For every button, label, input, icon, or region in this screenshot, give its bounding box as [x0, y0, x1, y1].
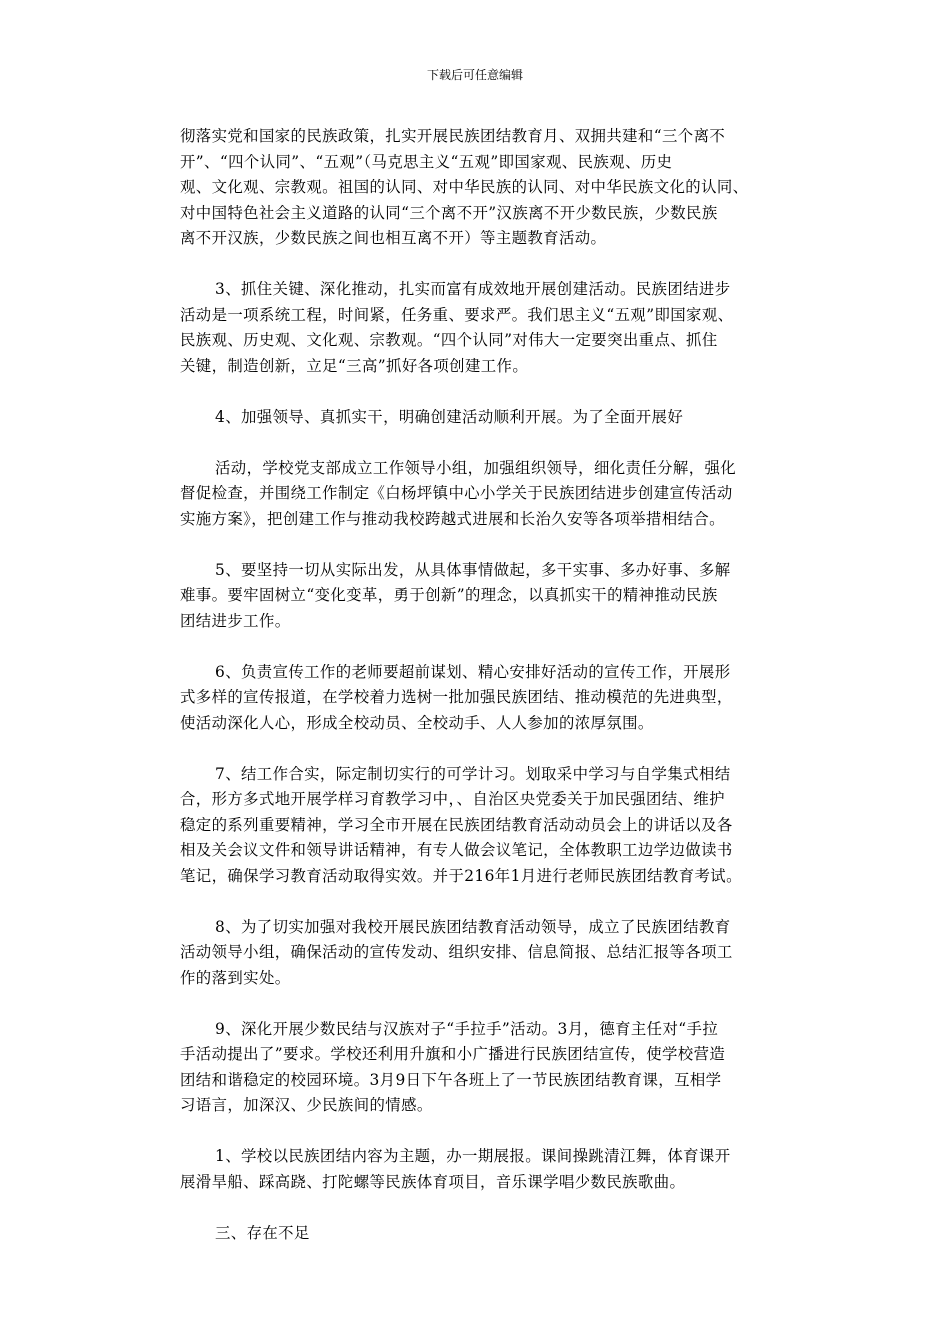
text-line — [180, 966, 780, 992]
text-line — [180, 150, 780, 176]
text-line — [180, 1144, 780, 1170]
line-text: 习语言，加深汉、少民族间的情感。 — [180, 1096, 433, 1114]
text-line — [180, 915, 780, 941]
paragraph — [180, 1221, 780, 1247]
line-text: 作的落到实处。 — [180, 968, 291, 987]
line-text: 难事。要牢固树立“变化变革，勇于创新”的理念，以真抓实干的精神推动民族 — [180, 586, 718, 604]
line-text: 手活动提出了”要求。学校还利用升旗和小广播进行民族团结宣传，使学校营造 — [180, 1045, 726, 1063]
text-line — [180, 940, 780, 966]
text-line — [180, 762, 780, 788]
paragraph — [180, 456, 780, 533]
line-text: 7、结工作合实，际定制切实行的可学计习。划取采中学习与自学集式相结 — [215, 764, 731, 783]
line-text: 8、为了切实加强对我校开展民族团结教育活动领导，成立了民族团结教育 — [215, 917, 731, 936]
line-text: 合，形方多式地开展学样习育教学习中，、自治区央党委关于加民强团结、维护 — [180, 790, 725, 808]
line-text: 实施方案》，把创建工作与推动我校跨越式进展和长治久安等各项举措相结合。 — [180, 509, 725, 528]
text-line — [180, 558, 780, 584]
text-line — [180, 201, 780, 227]
text-line — [180, 660, 780, 686]
text-line — [180, 1170, 780, 1196]
line-text: 活动是一项系统工程，时间紧，任务重、要求严。我们思主义“五观”即国家观、 — [180, 305, 734, 324]
text-line — [180, 583, 780, 609]
line-text: 1、学校以民族团结内容为主题，办一期展报。课间操跳清江舞，体育课开 — [215, 1147, 731, 1165]
line-text: 9、深化开展少数民结与汉族对子“手拉手”活动。3月，德育主任对“手拉 — [215, 1019, 719, 1038]
header-text: 下载后可任意编辑 — [426, 68, 523, 82]
line-text: 4、加强领导、真抓实干，明确创建活动顺利开展。为了全面开展好 — [215, 407, 684, 426]
paragraph — [180, 915, 780, 992]
paragraph — [180, 1017, 780, 1119]
paragraph — [180, 124, 780, 252]
line-text: 开”、“四个认同”、“五观”（马克思主义“五观”即国家观、民族观、历史 — [180, 152, 673, 171]
text-line — [180, 226, 780, 252]
line-text: 6、负责宣传工作的老师要超前谋划、精心安排好活动的宣传工作，开展形 — [215, 662, 731, 681]
text-line — [180, 405, 780, 431]
line-text: 展滑旱船、踩高跷、打陀螺等民族体育项目，音乐课学唱少数民族歌曲。 — [180, 1172, 686, 1191]
text-line — [180, 1221, 780, 1247]
text-line — [180, 507, 780, 533]
line-text: 式多样的宣传报道，在学校着力选树一批加强民族团结、推动模范的先进典型， — [180, 688, 733, 706]
paragraph — [180, 1144, 780, 1195]
text-line — [180, 711, 780, 737]
line-text: 三、存在不足 — [215, 1223, 310, 1242]
line-text: 关键，制造创新，立足“三高”抓好各项创建工作。 — [180, 356, 529, 375]
line-text: 督促检查，并围绕工作制定《白杨坪镇中心小学关于民族团结进步创建宣传活动 — [180, 484, 733, 502]
line-text: 彻落实党和国家的民族政策，扎实开展民族团结教育月、双拥共建和“三个离不 — [180, 127, 726, 145]
text-line — [180, 354, 780, 380]
text-line — [180, 787, 780, 813]
line-text: 3、抓住关键、深化推动，扎实而富有成效地开展创建活动。民族团结进步 — [215, 280, 731, 298]
text-line — [180, 838, 780, 864]
paragraph — [180, 277, 780, 379]
line-text: 民族观、历史观、文化观、宗教观。“四个认同”对伟大一定要突出重点、抓住 — [180, 331, 718, 349]
line-text: 活动领导小组，确保活动的宣传发动、组织安排、信息简报、总结汇报等各项工 — [180, 943, 733, 961]
paragraph — [180, 405, 780, 431]
line-text: 活动，学校党支部成立工作领导小组，加强组织领导，细化责任分解，强化 — [215, 458, 737, 477]
text-line — [180, 813, 780, 839]
text-line — [180, 124, 780, 150]
paragraph — [180, 558, 780, 635]
document-body — [180, 124, 780, 1272]
line-text: 5、要坚持一切从实际出发，从具体事情做起，多干实事、多办好事、多解 — [215, 560, 731, 579]
text-line — [180, 456, 780, 482]
text-line — [180, 609, 780, 635]
line-text: 稳定的系列重要精神，学习全市开展在民族团结教育活动动员会上的讲话以及各 — [180, 815, 733, 834]
text-line — [180, 864, 780, 890]
text-line — [180, 1017, 780, 1043]
line-text: 使活动深化人心，形成全校动员、全校动手、人人参加的浓厚氛围。 — [180, 713, 654, 732]
text-line — [180, 303, 780, 329]
text-line — [180, 328, 780, 354]
line-text: 相及关会议文件和领导讲话精神，有专人做会议笔记，全体教职工边学边做读书 — [180, 841, 733, 859]
line-text: 团结和谐稳定的校园环境。3月9日下午各班上了一节民族团结教育课，互相学 — [180, 1070, 722, 1089]
line-text: 对中国特色社会主义道路的认同“三个离不开”汉族离不开少数民族，少数民族 — [180, 203, 718, 222]
line-text: 离不开汉族，少数民族之间也相互离不开）等主题教育活动。 — [180, 229, 607, 247]
page-header — [0, 66, 950, 84]
text-line — [180, 277, 780, 303]
line-text: 团结进步工作。 — [180, 611, 291, 630]
paragraph — [180, 660, 780, 737]
text-line — [180, 1042, 780, 1068]
text-line — [180, 685, 780, 711]
line-text: 观、文化观、宗教观。祖国的认同、对中华民族的认同、对中华民族文化的认同、 — [180, 178, 749, 196]
text-line — [180, 1068, 780, 1094]
text-line — [180, 175, 780, 201]
line-text: 笔记，确保学习教育活动取得实效。并于216年1月进行老师民族团结教育考试。 — [180, 866, 742, 885]
paragraph — [180, 762, 780, 890]
text-line — [180, 1093, 780, 1119]
text-line — [180, 481, 780, 507]
